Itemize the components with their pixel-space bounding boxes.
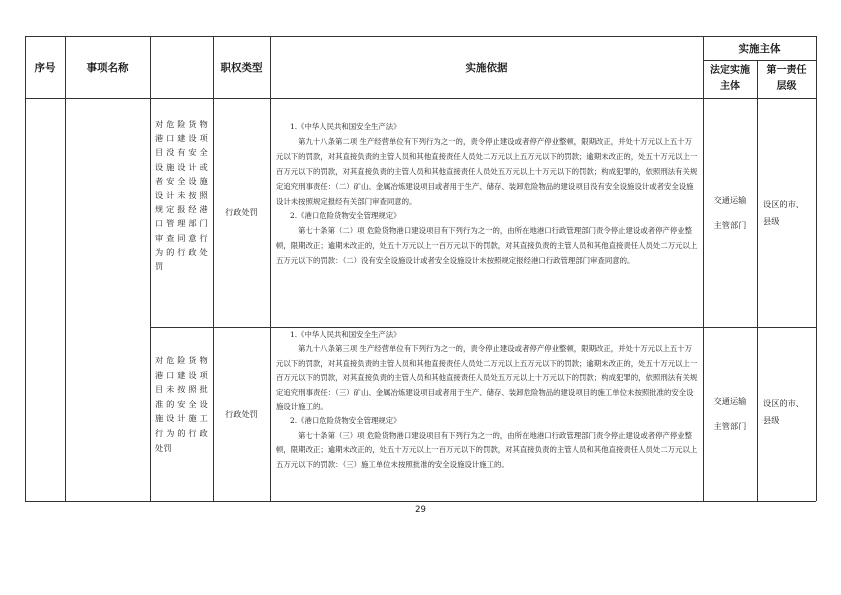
row2-name-line: 施设计施工 (155, 413, 208, 424)
header-basis: 实施依据 (465, 61, 508, 74)
col-divider-subject (757, 60, 758, 501)
row2-name-line: 行为的行政 (155, 427, 208, 438)
row2-legal-subject (703, 327, 757, 501)
row1-name-line: 设施设计或 (155, 161, 208, 172)
table-left-border (25, 36, 26, 501)
row1-name-line: 设计未按照 (155, 190, 208, 201)
row2-legal-subject-line2: 主管部门 (713, 421, 747, 431)
row1-legal-subject-line2: 主管部门 (713, 219, 747, 230)
row2-name-line: 处罚 (155, 442, 172, 453)
row1-name-line: 口管理部门 (155, 218, 208, 229)
col-divider-seq (65, 36, 66, 501)
row1-name-line: 者安全设施 (155, 175, 208, 186)
row2-name-line: 准的安全设 (155, 398, 208, 409)
row2-authority-type: 行政处罚 (225, 408, 258, 419)
table-bottom-border (25, 501, 816, 502)
header-legal-subject-line2: 主体 (720, 81, 740, 92)
row2-item-name (155, 353, 208, 455)
page-number: 29 (415, 505, 426, 515)
row1-name-line: 规定报经港 (155, 204, 208, 215)
row2-basis-reg-text: 第七十条第（三）项 危险货物港口建设项目有下列行为之一的，由所在地港口行政管理部门责令停止建设或者停产停业整顿，限期改正；逾期未改正的，处五十万元以上一百万元以下的罚款，对其直接负责的主管人员和其他直接责任人员处二万元以上五万元以下的罚款：（三）施工单位未按照批准的安全设施设计施工的。 (276, 430, 698, 469)
col-divider-item (150, 36, 151, 501)
row1-basis-law-title: 1.《中华人民共和国安全生产法》 (290, 122, 401, 131)
row1-name-line: 港口建设项 (155, 133, 208, 144)
header-legal-subject-line1: 法定实施 (710, 65, 750, 76)
header-authority-type: 职权类型 (220, 61, 263, 74)
row2-name-line: 对危险货物 (155, 355, 208, 365)
row1-item-name (155, 117, 208, 273)
row1-legal-subject (703, 98, 757, 327)
row1-name-line: 审查同意行 (155, 232, 208, 243)
row2-first-responsibility (763, 395, 815, 429)
col-divider-type (270, 36, 271, 501)
header-bottom-border (25, 98, 816, 99)
header-item-name: 事项名称 (86, 61, 129, 74)
row1-level-line1: 设区的市、 (763, 199, 804, 209)
row2-name-line: 目未按照批 (155, 384, 208, 395)
row1-name-line: 罚 (155, 261, 164, 272)
row1-basis-reg-title: 2.《港口危险货物安全管理规定》 (290, 211, 401, 221)
row1-first-responsibility (763, 196, 815, 230)
row2-level-line1: 设区的市、 (763, 398, 804, 408)
row1-basis-reg-text: 第七十条第（二）项 危险货物港口建设项目有下列行为之一的，由所在地港口行政管理部门责令停止建设或者停产停业整顿，限期改正；逾期未改正的，处五十万元以上一百万元以下的罚款，对其直接负责的主管人员和其他直接责任人员处二万元以上五万元以下的罚款：（二）没有安全设施设计或者安全设施设计未按照规定报经港口行政管理部门审查同意的。 (276, 226, 698, 266)
table-right-border (816, 36, 817, 501)
row1-name-line: 目没有安全 (155, 147, 208, 158)
row2-name-line: 港口建设项 (155, 369, 208, 380)
row1-name-line: 为的行政处 (155, 246, 208, 257)
header-first-responsibility-line2: 层级 (776, 81, 797, 92)
row2-legal-subject-line1: 交通运输 (713, 396, 747, 406)
row1-name-line: 对危险货物 (155, 119, 208, 129)
row1-basis-law-text: 第九十八条第二项 生产经营单位有下列行为之一的，责令停止建设或者停产停业整顿，限期改正，并处十万元以上五十万元以下的罚款，对其直接负责的主管人员和其他直接责任人员处二万元以上五万元以下的罚款；逾期未改正的，处五十万元以上一百万元以下的罚款，对其直接负责的主管人员和其他直接责任人员处五万元以上十万元以下的罚款；构成犯罪的，依照刑法有关规定追究刑事责任：（二）矿山、金属冶炼建设项目或者用于生产、储存、装卸危险物品的建设项目没有安全设施设计或者安全设施设计未按照规定报经有关部门审查同意的。 (276, 136, 698, 206)
header-first-responsibility (757, 60, 816, 98)
row1-legal-subject-line1: 交通运输 (713, 194, 747, 205)
header-seq: 序号 (34, 61, 56, 74)
row2-level-line2: 县级 (763, 415, 780, 425)
row1-authority-type: 行政处罚 (225, 207, 258, 217)
header-subject: 实施主体 (738, 42, 781, 55)
row2-basis-law-title: 1.《中华人民共和国安全生产法》 (290, 330, 401, 339)
row2-basis-reg-title: 2.《港口危险货物安全管理规定》 (290, 416, 401, 426)
row1-basis (276, 120, 699, 269)
row2-basis-law-text: 第九十八条第三项 生产经营单位有下列行为之一的，责令停止建设或者停产停业整顿，限期改正，并处十万元以上五十万元以下的罚款，对其直接负责的主管人员和其他直接责任人员处二万元以上五万元以下的罚款；逾期未改正的，处五十万元以上一百万元以下的罚款，对其直接负责的主管人员和其他直接责任人员处五万元以上十万元以下的罚款；构成犯罪的，依照刑法有关规定追究刑事责任：（三）矿山、金属冶炼建设项目或者用于生产、储存、装卸危险物品的建设项目的施工单位未按照批准的安全设施设计施工的。 (276, 344, 698, 412)
header-legal-subject (703, 60, 757, 98)
row2-basis (276, 328, 699, 472)
row1-level-line2: 县级 (763, 216, 780, 226)
header-first-responsibility-line1: 第一责任 (766, 65, 807, 76)
